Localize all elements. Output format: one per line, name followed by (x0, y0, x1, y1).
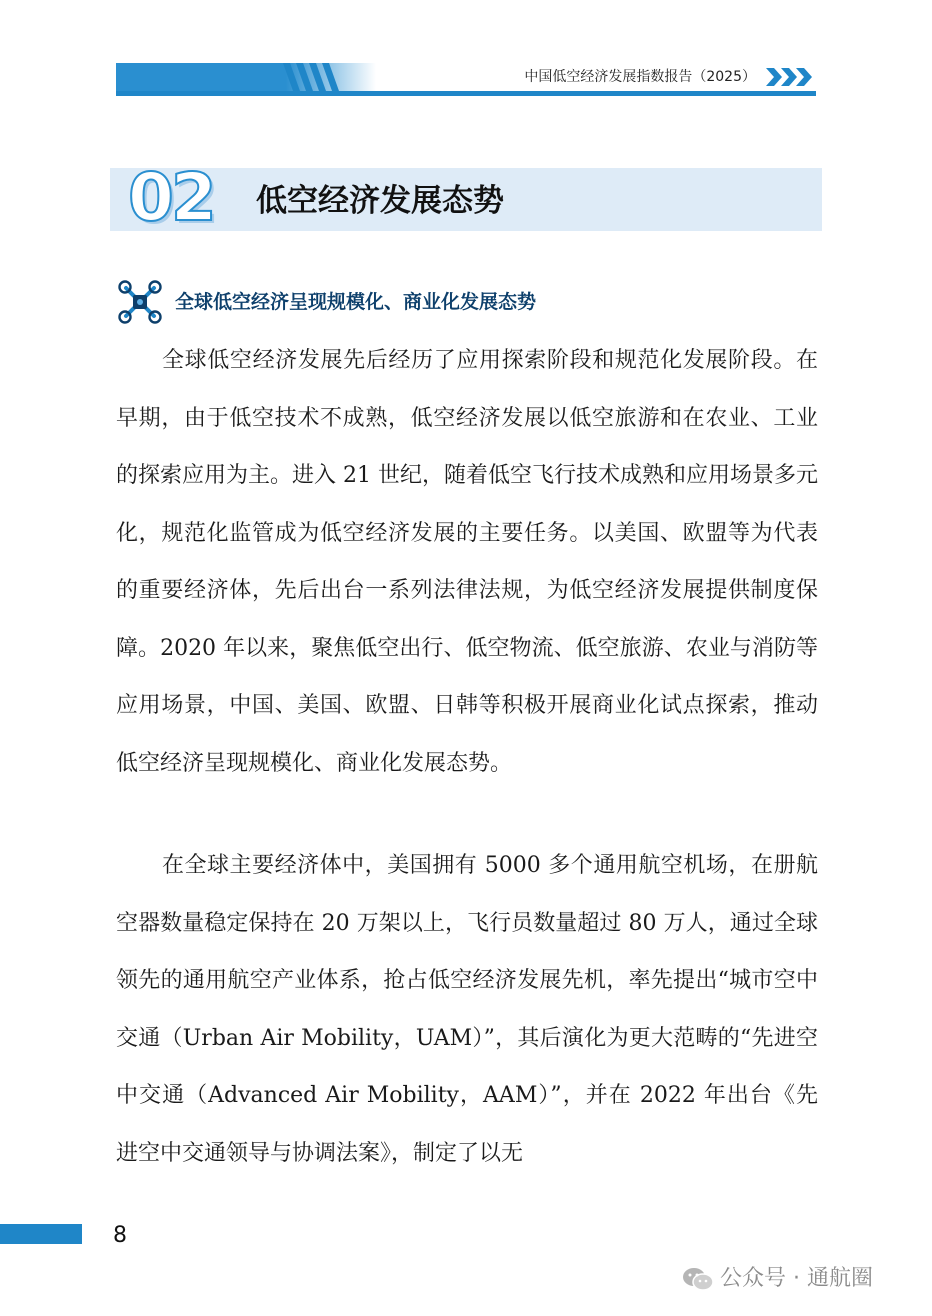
drone-icon (117, 279, 163, 325)
subsection-title: 全球低空经济呈现规模化、商业化发展态势 (175, 291, 537, 313)
page-number: 8 (113, 1223, 127, 1248)
section-number: 02 (128, 159, 214, 236)
report-title: 中国低空经济发展指数报告（2025） (524, 69, 756, 85)
body-paragraph: 在全球主要经济体中，美国拥有 5000 多个通用航空机场，在册航空器数量稳定保持在 20 万架以上，飞行员数量超过 80 万人，通过全球领先的通用航空产业体系，抢占低空经济发展先机，率先提出“城市空中交通（Urban Air Mobility，UAM）”，其后演化为更大范畴的“先进空中交通（Advanced Air Mobility，AAM）”，并在 2022 年出台《先进空中交通领导与协调法案》，制定了以无 (116, 853, 818, 1166)
watermark-text: 公众号 · 通航圈 (720, 1266, 873, 1291)
header-rule (116, 91, 816, 96)
wechat-icon (682, 1266, 714, 1292)
section-title: 低空经济发展态势 (256, 183, 504, 219)
chevron-right-icon (764, 66, 816, 88)
body-paragraph: 全球低空经济发展先后经历了应用探索阶段和规范化发展阶段。在早期，由于低空技术不成熟，低空经济发展以低空旅游和在农业、工业的探索应用为主。进入 21 世纪，随着低空飞行技术成熟和应用场景多元化，规范化监管成为低空经济发展的主要任务。以美国、欧盟等为代表的重要经济体，先后出台一系列法律法规，为低空经济发展提供制度保障。2020 年以来，聚焦低空出行、低空物流、低空旅游、农业与消防等应用场景，中国、美国、欧盟、日韩等积极开展商业化试点探索，推动低空经济呈现规模化、商业化发展态势。 (116, 348, 818, 776)
footer-bar (0, 1224, 82, 1244)
header-stripes-icon (283, 63, 353, 91)
